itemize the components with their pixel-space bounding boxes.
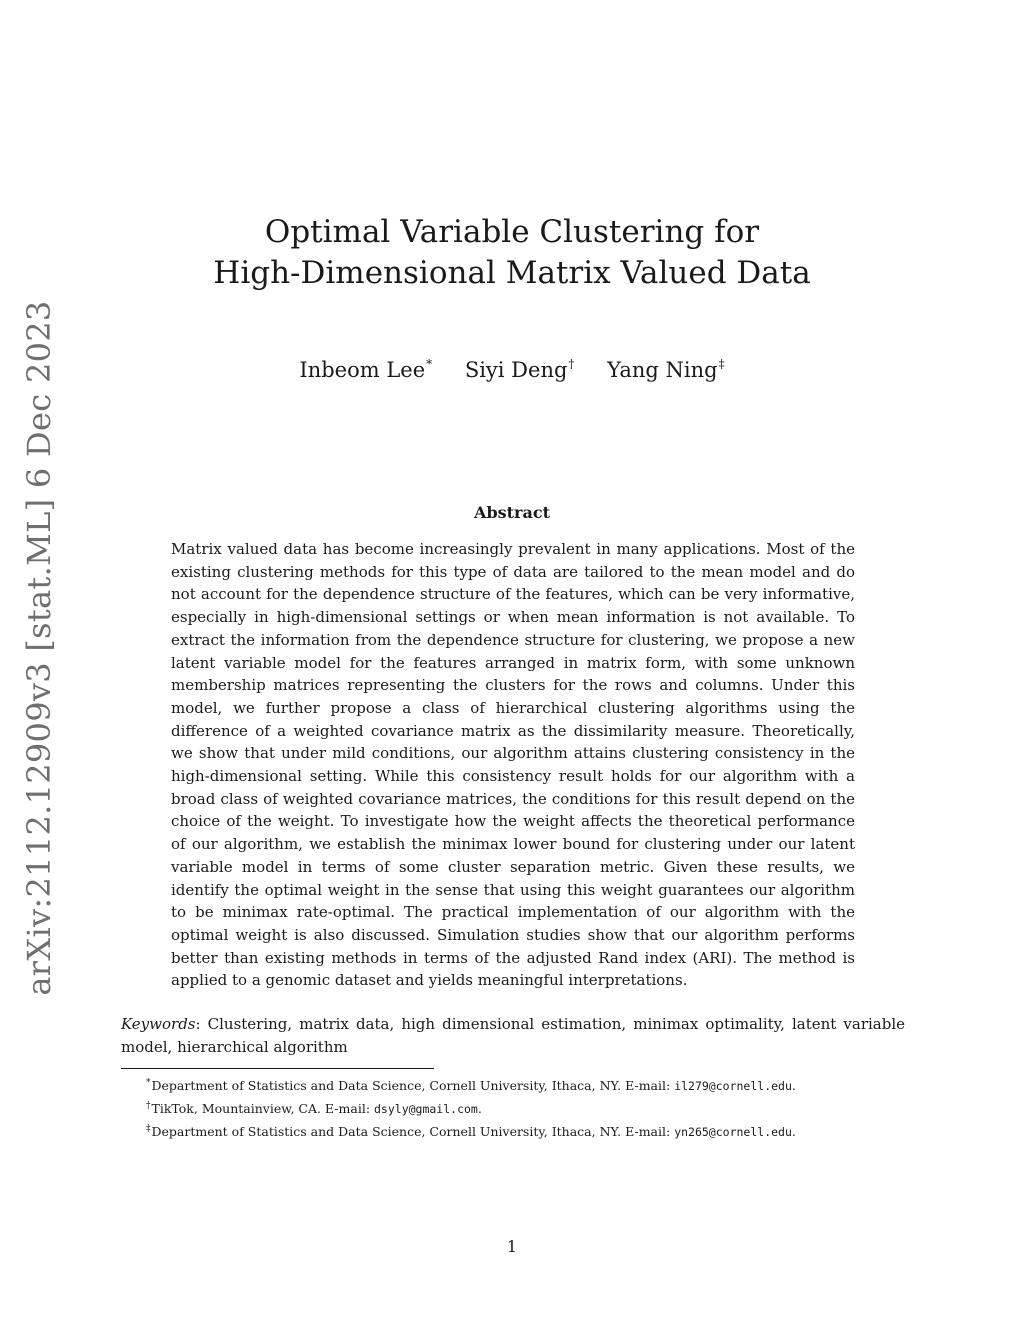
page-number: 1 (506, 1237, 518, 1256)
author-footnote-mark: * (426, 357, 433, 371)
footnote-end: . (791, 1124, 796, 1139)
author-footnote-mark: ‡ (718, 357, 725, 371)
footnote-2 (146, 1096, 906, 1119)
footnote-1 (146, 1073, 906, 1096)
author-footnote-mark: † (568, 357, 575, 371)
footnote-3 (146, 1119, 906, 1142)
footnote-mark: * (146, 1078, 151, 1088)
footnote-text: Department of Statistics and Data Science, Cornell University, Ithaca, NY. E-mail: (151, 1124, 675, 1139)
keywords (121, 1013, 905, 1059)
arxiv-identifier: arXiv:2112.12909v3 [stat.ML] 6 Dec 2023 (20, 300, 58, 996)
keywords-text: : Clustering, matrix data, high dimensional estimation, minimax optimality, latent variable model, hierarchical algorithm (121, 1015, 905, 1056)
author-name: Yang Ning (607, 358, 718, 382)
author-1 (299, 350, 432, 384)
footnote-end: . (791, 1078, 796, 1093)
abstract-heading: Abstract (474, 503, 550, 522)
email-link[interactable]: dsyly@gmail.com (374, 1102, 478, 1116)
keywords-label: Keywords (121, 1015, 196, 1033)
title-line-1: Optimal Variable Clustering for (264, 214, 760, 250)
paper-title (0, 212, 1024, 294)
footnotes (146, 1073, 906, 1142)
footnote-text: TikTok, Mountainview, CA. E-mail: (151, 1101, 374, 1116)
footnote-rule (121, 1068, 434, 1069)
email-link[interactable]: il279@cornell.edu (674, 1079, 792, 1093)
footnote-end: . (477, 1101, 482, 1116)
footnote-mark: ‡ (146, 1124, 151, 1134)
author-list (0, 350, 1024, 384)
author-name: Inbeom Lee (299, 358, 426, 382)
footnote-text: Department of Statistics and Data Science, Cornell University, Ithaca, NY. E-mail: (151, 1078, 675, 1093)
footnote-mark: † (146, 1101, 151, 1111)
author-2 (465, 350, 575, 384)
author-name: Siyi Deng (464, 358, 568, 382)
author-3 (607, 350, 724, 384)
title-line-2: High-Dimensional Matrix Valued Data (213, 255, 811, 291)
email-link[interactable]: yn265@cornell.edu (674, 1125, 792, 1139)
abstract-body: Matrix valued data has become increasingly prevalent in many applications. Most of the existing clustering methods for this type of data are tailored to the mean model and do not account for the dependence structure of the features, which can be very informative, especially in high-dimensional settings or when mean information is not available. To extract the information from the dependence structure for clustering, we propose a new latent variable model for the features arranged in matrix form, with some unknown membership matrices representing the clusters for the rows and columns. Under this model, we further propose a class of hierarchical clustering algorithms using the difference of a weighted covariance matrix as the dissimilarity measure. Theoretically, we show that under mild conditions, our algorithm attains clustering consistency in the high-dimensional setting. While this consistency result holds for our algorithm with a broad class of weighted covariance matrices, the conditions for this result depend on the choice of the weight. To investigate how the weight affects the theoretical performance of our algorithm, we establish the minimax lower bound for clustering under our latent variable model in terms of some cluster separation metric. Given these results, we identify the optimal weight in the sense that using this weight guarantees our algorithm to be minimax rate-optimal. The practical implementation of our algorithm with the optimal weight is also discussed. Simulation studies show that our algorithm performs better than existing methods in terms of the adjusted Rand index (ARI). The method is applied to a genomic dataset and yields meaningful interpretations. (171, 540, 855, 990)
